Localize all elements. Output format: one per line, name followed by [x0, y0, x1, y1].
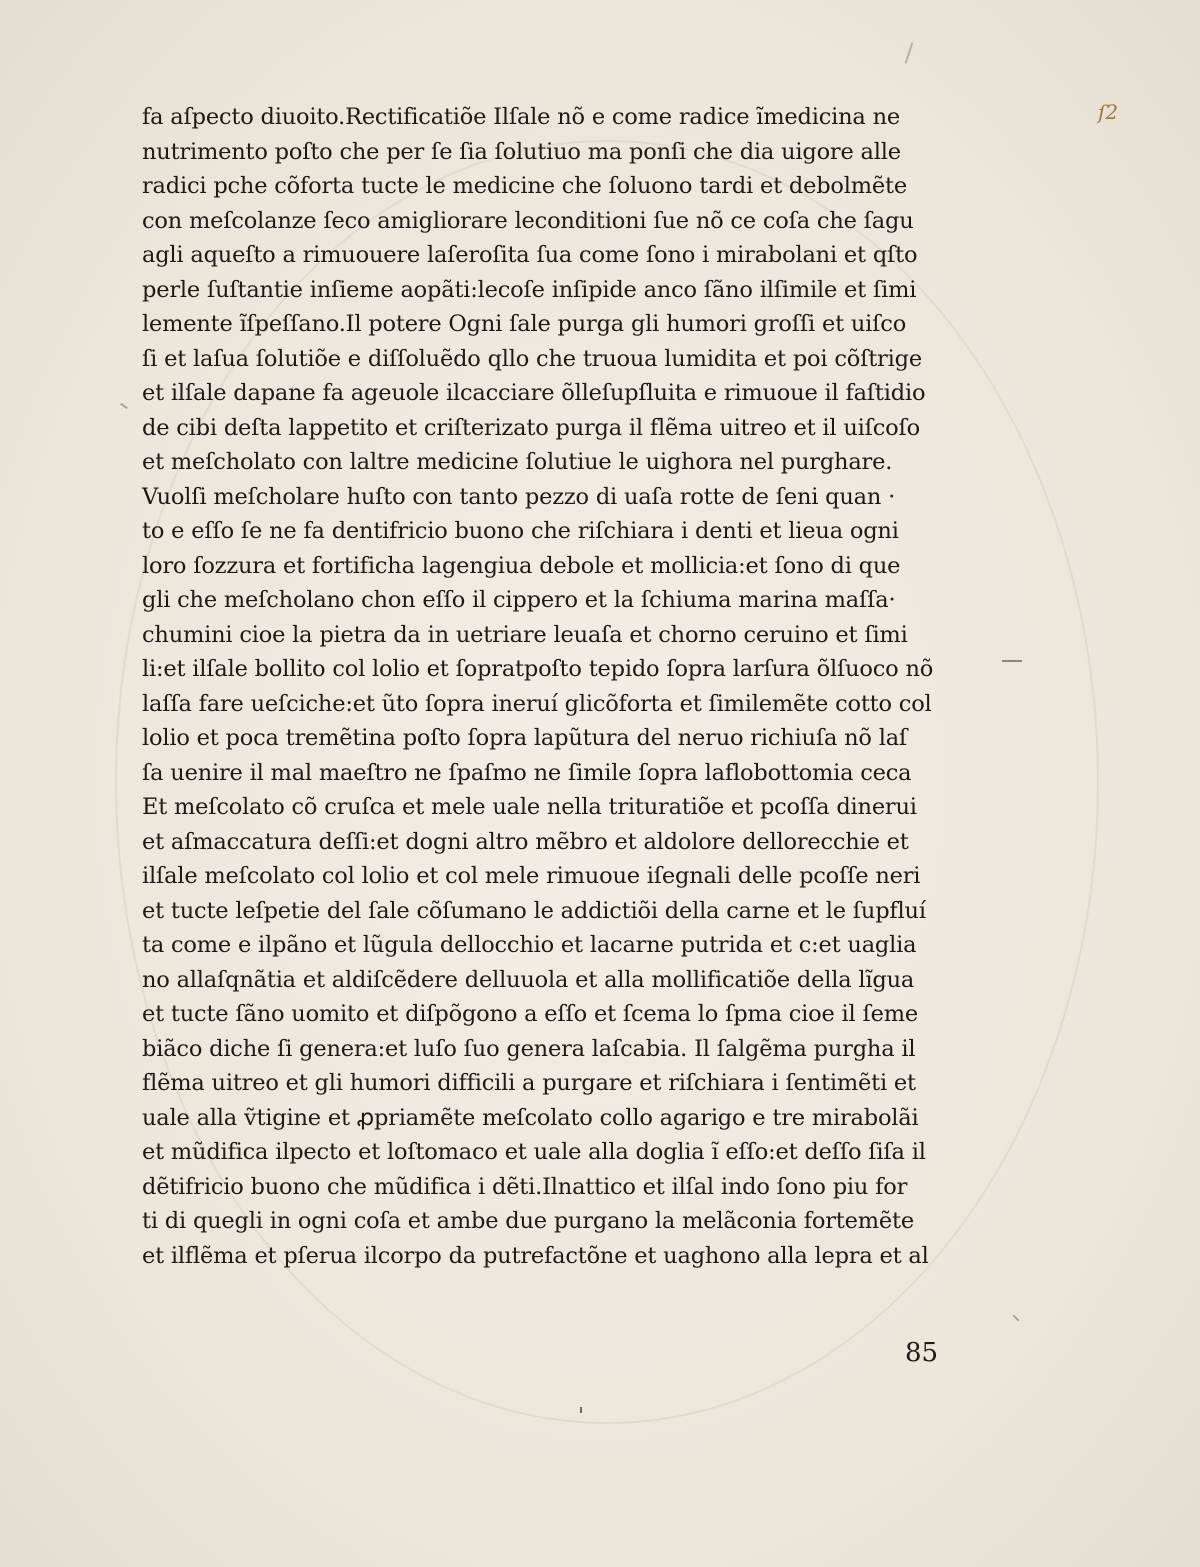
- text-line: no allaſqnãtia et aldiſcẽdere delluuola et alla mollificatiõe della lĩgua: [142, 966, 915, 993]
- text-line: nutrimento poſto che per ſe ſia ſolutiuo ma ponſi che dia uigore alle: [142, 138, 901, 165]
- text-line: loro ſozzura et fortificha lagengiua debole et mollicia:et ſono di que: [142, 552, 901, 579]
- text-line: radici pche cõforta tucte le medicine che ſoluono tardi et debolmẽte: [142, 173, 907, 199]
- text-line: biãco diche ſi genera:et luſo ſuo genera laſcabia. Il ſalgẽma purgha il: [142, 1035, 916, 1062]
- text-line: chumini cioe la pietra da in uetriare leuaſa et chorno ceruino et ſimi: [142, 621, 908, 648]
- text-line: con meſcolanze ſeco amigliorare leconditioni ſue nõ ce coſa che ſagu: [142, 207, 914, 234]
- text-line: ſi et laſua ſolutiõe e diſſoluẽdo qllo che truoua lumidita et poi cõſtrige: [142, 345, 922, 372]
- text-line: ilſale meſcolato col lolio et col mele rimuoue iſegnali delle pcoſſe neri: [142, 863, 921, 889]
- text-line: li:et ilſale bollito col lolio et ſopratpoſto tepido ſopra larſura õlſuoco nõ: [142, 656, 934, 682]
- text-line: Et meſcolato cõ cruſca et mele uale nella trituratiõe et pcoſſa dinerui: [142, 794, 917, 820]
- text-line: et tucte ſãno uomito et diſpõgono a eſſo et ſcema lo ſpma cioe il ſeme: [142, 1001, 918, 1027]
- text-line: fa aſpecto diuoito.Rectificatiõe Ilſale nõ e come radice ĩmedicina ne: [142, 104, 901, 130]
- text-line: et ilflẽma et pſerua ilcorpo da putrefactõne et uaghono alla lepra et al: [142, 1242, 929, 1269]
- text-line: et tucte leſpetie del ſale cõſumano le addictiõi della carne et le ſupfluí: [142, 897, 926, 924]
- margin-mark: [905, 42, 914, 64]
- text-line: et ilſale dapane fa ageuole ilcacciare õlleſupſluita e rimuoue il faſtidio: [142, 380, 926, 406]
- text-line: et mũdifica ilpecto et loſtomaco et uale alla doglia ĩ eſſo:et deſſo ſiſa il: [142, 1139, 926, 1165]
- page-number: 85: [905, 1338, 939, 1368]
- text-line: ti di quegli in ogni coſa et ambe due purgano la melãconia fortemẽte: [142, 1208, 914, 1234]
- text-line: de cibi deſta lappetito et criſterizato purga il flẽma uitreo et il uiſcoſo: [142, 414, 920, 441]
- folio-annotation: ſ2: [1098, 100, 1119, 124]
- margin-mark: [120, 403, 128, 409]
- text-line: perle ſuſtantie inſieme aopãti:lecoſe inſipide anco ſãno ilſimile et ſimi: [142, 276, 917, 303]
- text-line: uale alla ṽtigine et ꝓpriamẽte meſcolato collo agarigo e tre mirabolãi: [142, 1104, 919, 1131]
- text-line: Vuolſi meſcholare huſto con tanto pezzo di uaſa rotte de ſeni quan ·: [142, 483, 896, 510]
- text-line: to e eſſo ſe ne fa dentifricio buono che riſchiara i denti et lieua ogni: [142, 518, 899, 544]
- body-text: [142, 100, 1022, 1273]
- text-line: et meſcholato con laltre medicine ſolutiue le uighora nel purghare.: [142, 449, 893, 475]
- text-line: ta come e ilpãno et lũgula dellocchio et lacarne putrida et c:et uaglia: [142, 932, 917, 958]
- text-line: lemente ĩſpeſſano.Il potere Ogni ſale purga gli humori groſſi et uiſco: [142, 311, 907, 337]
- text-line: laſſa fare ueſciche:et ũto ſopra ineruí glicõforta et ſimilemẽte cotto col: [142, 690, 932, 717]
- text-line: agli aqueſto a rimuouere laſeroſita ſua come ſono i mirabolani et qſto: [142, 242, 918, 268]
- text-line: gli che meſcholano chon eſſo il cippero et la ſchiuma marina maſſa·: [142, 587, 896, 613]
- text-line: et aſmaccatura deſſi:et dogni altro mẽbro et aldolore dellorecchie et: [142, 828, 909, 855]
- text-line: lolio et poca tremẽtina poſto ſopra lapũtura del neruo richiuſa nõ laſ: [142, 725, 908, 751]
- ink-speck: [580, 1407, 582, 1413]
- text-line: flẽma uitreo et gli humori difficili a purgare et riſchiara i ſentimẽti et: [142, 1070, 916, 1096]
- text-line: ſa uenire il mal maeſtro ne ſpaſmo ne ſimile ſopra laflobottomia ceca: [142, 759, 912, 786]
- text-line: dẽtifricio buono che mũdifica i dẽti.Ilnattico et ilſal indo ſono piu for: [142, 1173, 908, 1200]
- margin-mark: [1012, 1314, 1019, 1321]
